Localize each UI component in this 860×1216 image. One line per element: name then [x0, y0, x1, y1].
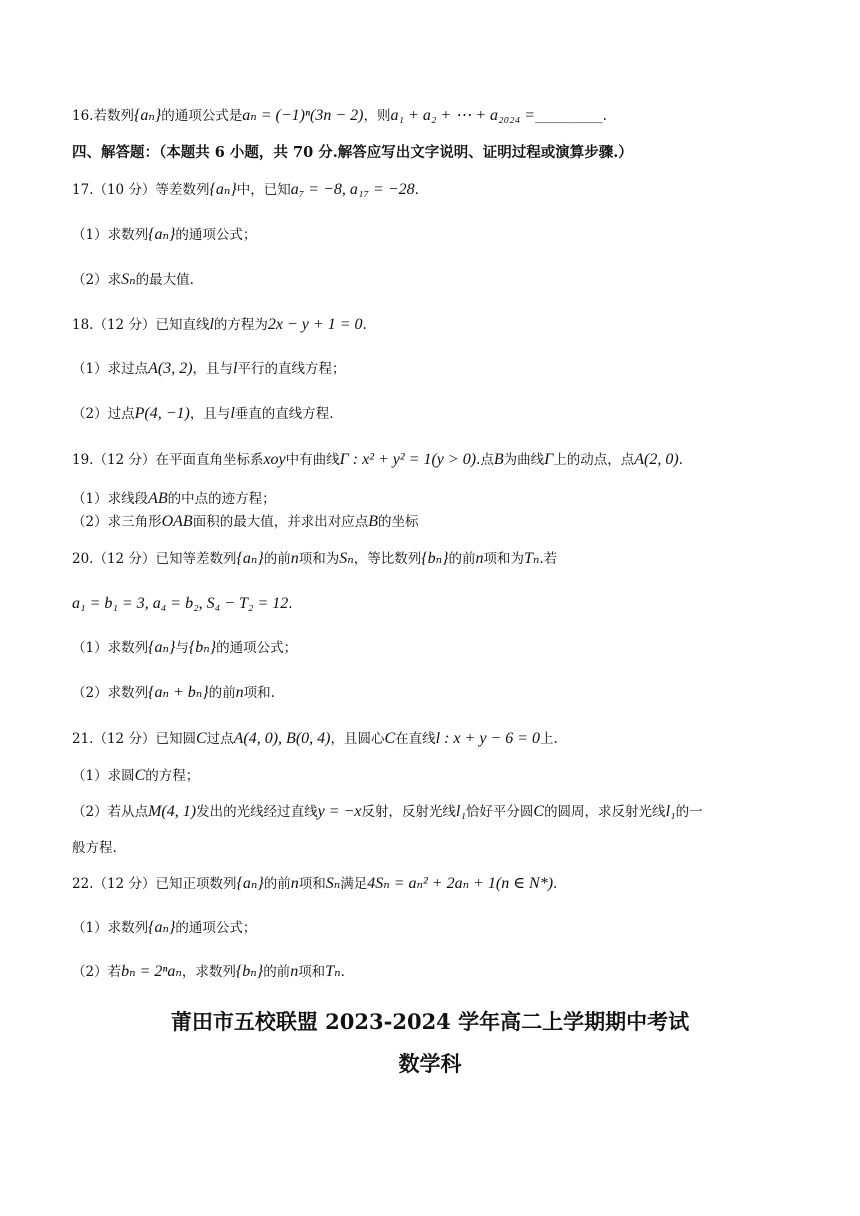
sequence-b: {bₙ}	[421, 550, 449, 567]
q19-part1	[72, 489, 276, 509]
q20-p2-text: 的前	[208, 685, 236, 701]
q20-p2-text: 项和.	[243, 685, 275, 701]
q20-text: 的前	[448, 551, 476, 567]
q22-p2-text: ，求数列	[181, 964, 236, 980]
q20-condition-formula: a₁ = b₁ = 3, a₄ = b₂, S₄ − T₂ = 12	[72, 595, 289, 612]
point-m: M(4, 1)	[148, 803, 197, 820]
q18-part2	[72, 404, 334, 424]
coordinate-system: xoy	[263, 451, 286, 468]
q20-text: .	[288, 596, 293, 612]
q20-text: ，等比数列	[353, 551, 422, 567]
q17-text: 中，已知	[236, 182, 291, 198]
q17-part2	[72, 270, 194, 290]
q19-text: 为曲线	[503, 452, 545, 468]
q22-text: 满足	[340, 876, 368, 892]
point-a: A(3, 2)	[148, 360, 193, 377]
q22-part1	[72, 918, 256, 938]
line-l: l	[209, 316, 214, 333]
q19-text: 中有曲线	[285, 452, 340, 468]
q17-p2-text: （2）求	[72, 272, 122, 288]
q21-p2-text: 的圆周，求反射光线	[544, 804, 666, 820]
q17-condition: a₇ = −8, a₁₇ = −28	[290, 181, 415, 198]
q20-p1-text: 与	[175, 640, 189, 656]
line-l: l	[233, 360, 238, 377]
exam-title: 莆田市五校联盟 2023-2024 学年高二上学期期中考试	[170, 1009, 690, 1034]
q21-part1	[72, 766, 199, 786]
q22-p2-text: 的前	[263, 964, 291, 980]
sequence-a: {aₙ}	[236, 875, 264, 892]
q18-label: 18.（12 分）已知直线	[72, 317, 210, 333]
q20-p2-text: （2）求数列	[72, 685, 149, 701]
q18-text: .	[362, 317, 367, 333]
q21-text: 过点	[206, 731, 234, 747]
q20-p1-text: （1）求数列	[72, 640, 149, 656]
q19-p2-text: 面积的最大值，并求出对应点	[192, 514, 369, 530]
answer-blank: __________	[535, 108, 603, 124]
sum-s: Sₙ	[325, 875, 341, 892]
q21-stem	[72, 729, 558, 749]
q21-part2	[72, 802, 703, 822]
q19-text: 上的动点，点	[553, 452, 635, 468]
q19-p2-text: （2）求三角形	[72, 514, 162, 530]
q21-p2-text: 恰好平分圆	[465, 804, 534, 820]
sequence-a: {aₙ}	[236, 550, 264, 567]
circle-c: C	[195, 730, 207, 747]
q17-p1-text: 的通项公式；	[175, 227, 257, 243]
q20-part1	[72, 638, 297, 658]
q16-sum: a₁ + a₂ + ⋯ + a₂₀₂₄ =	[390, 107, 536, 124]
line-l: l : x + y − 6 = 0	[435, 730, 541, 747]
q22-text: 项和	[298, 876, 326, 892]
sum-t: Tₙ	[325, 963, 341, 980]
point-b: B	[368, 513, 378, 530]
q19-p2-text: 的坐标	[377, 514, 419, 530]
q20-stem	[72, 549, 557, 569]
q22-text: .	[553, 876, 558, 892]
circle-c: C	[384, 730, 396, 747]
sum-s: Sₙ	[121, 271, 136, 288]
mirror-line: y = −x	[317, 803, 362, 820]
circle-c: C	[134, 767, 146, 784]
q20-label: 20.（12 分）已知等差数列	[72, 551, 237, 567]
q22-p2-text: 项和	[298, 964, 326, 980]
q18-part1	[72, 359, 345, 379]
var-n: n	[290, 963, 299, 980]
sequence-a: {aₙ}	[148, 226, 176, 243]
q18-stem	[72, 315, 367, 335]
q19-p1-text: （1）求线段	[72, 491, 149, 507]
line-l: l	[230, 405, 235, 422]
q20-p1-text: 的通项公式；	[216, 640, 298, 656]
q22-label: 22.（12 分）已知正项数列	[72, 876, 237, 892]
q19-label: 19.（12 分）在平面直角坐标系	[72, 452, 264, 468]
q17-part1	[72, 225, 256, 245]
q19-part2	[72, 512, 418, 532]
q22-p2-text: .	[340, 964, 345, 980]
q18-text: 的方程为	[213, 317, 268, 333]
q19-stem	[72, 450, 683, 470]
q18-p2-text: ，且与	[189, 406, 231, 422]
line-l1: l₁	[665, 803, 676, 820]
q22-equation: 4Sₙ = aₙ² + 2aₙ + 1(n ∈ N*)	[367, 875, 554, 892]
q16-text: 的通项公式是	[161, 108, 243, 124]
q20-text: 的前	[263, 551, 291, 567]
q17-label: 17.（10 分）等差数列	[72, 182, 210, 198]
sequence-sum: {aₙ + bₙ}	[148, 684, 209, 701]
q21-p2-text: （2）若从点	[72, 804, 149, 820]
q22-p1-text: （1）求数列	[72, 920, 149, 936]
q18-p2-text: 垂直的直线方程.	[234, 406, 334, 422]
q21-label: 21.（12 分）已知圆	[72, 731, 196, 747]
var-n: n	[290, 875, 299, 892]
q16-text: ，则	[363, 108, 391, 124]
exam-subject: 数学科	[398, 1051, 462, 1076]
segment-ab: AB	[148, 490, 168, 507]
q18-p2-text: （2）过点	[72, 406, 135, 422]
q18-p1-text: 平行的直线方程；	[237, 361, 346, 377]
sum-s: Sₙ	[339, 550, 354, 567]
q21-p2-text: 反射，反射光线	[361, 804, 456, 820]
q16-line	[72, 106, 607, 126]
q18-equation: 2x − y + 1 = 0	[267, 316, 363, 333]
points-ab: A(4, 0), B(0, 4)	[233, 730, 331, 747]
q20-text: 项和为	[483, 551, 524, 567]
point-a: A(2, 0)	[634, 451, 679, 468]
var-n: n	[475, 550, 484, 567]
q21-part2-cont: 般方程.	[72, 840, 117, 856]
q17-text: .	[414, 182, 419, 198]
sequence-b-formula: bₙ = 2ⁿaₙ	[121, 963, 182, 980]
q21-p1-text: 的方程；	[145, 768, 200, 784]
var-n: n	[290, 550, 299, 567]
q21-p2-text: 发出的光线经过直线	[196, 804, 318, 820]
q20-condition	[72, 594, 293, 614]
sequence-a: {aₙ}	[133, 107, 162, 124]
triangle-oab: OAB	[161, 513, 193, 530]
point-b: B	[493, 451, 504, 468]
circle-c: C	[533, 803, 545, 820]
var-n: n	[235, 684, 244, 701]
q20-text: .若	[539, 551, 558, 567]
q22-p1-text: 的通项公式；	[175, 920, 257, 936]
gamma-symbol: Γ	[544, 451, 554, 468]
sequence-a: {aₙ}	[148, 919, 176, 936]
sequence-a: {aₙ}	[209, 181, 237, 198]
sum-t: Tₙ	[524, 550, 540, 567]
q20-text: 项和为	[298, 551, 340, 567]
q21-p2-text: 的一	[675, 804, 703, 820]
q18-p1-text: （1）求过点	[72, 361, 149, 377]
q19-p1-text: 的中点的迹方程；	[167, 491, 276, 507]
q21-p1-text: （1）求圆	[72, 768, 135, 784]
q21-text: 在直线	[395, 731, 436, 747]
q22-text: 的前	[263, 876, 291, 892]
q17-stem	[72, 180, 419, 200]
q22-stem	[72, 874, 557, 894]
q22-p2-text: （2）若	[72, 964, 122, 980]
line-l1: l₁	[455, 803, 466, 820]
q16-label: 16.若数列	[72, 108, 134, 124]
q16-formula: aₙ = (−1)ⁿ(3n − 2)	[242, 107, 364, 124]
curve-gamma: Γ : x² + y² = 1(y > 0)	[339, 451, 477, 468]
sequence-b: {bₙ}	[235, 963, 264, 980]
q22-part2	[72, 962, 345, 982]
q21-text: 上.	[540, 731, 558, 747]
sequence-a: {aₙ}	[148, 639, 176, 656]
q19-text: .点	[476, 452, 494, 468]
q17-p2-text: 的最大值.	[135, 272, 194, 288]
q19-text: .	[678, 452, 683, 468]
q17-p1-text: （1）求数列	[72, 227, 149, 243]
section-heading: 四、解答题：（本题共 6 小题，共 70 分.解答应写出文字说明、证明过程或演算步骤.）	[72, 144, 633, 161]
q21-text: ，且圆心	[330, 731, 385, 747]
q18-p1-text: ，且与	[192, 361, 234, 377]
q20-part2	[72, 683, 275, 703]
point-p: P(4, −1)	[134, 405, 190, 422]
sequence-b: {bₙ}	[188, 639, 217, 656]
q16-text: .	[602, 108, 607, 124]
